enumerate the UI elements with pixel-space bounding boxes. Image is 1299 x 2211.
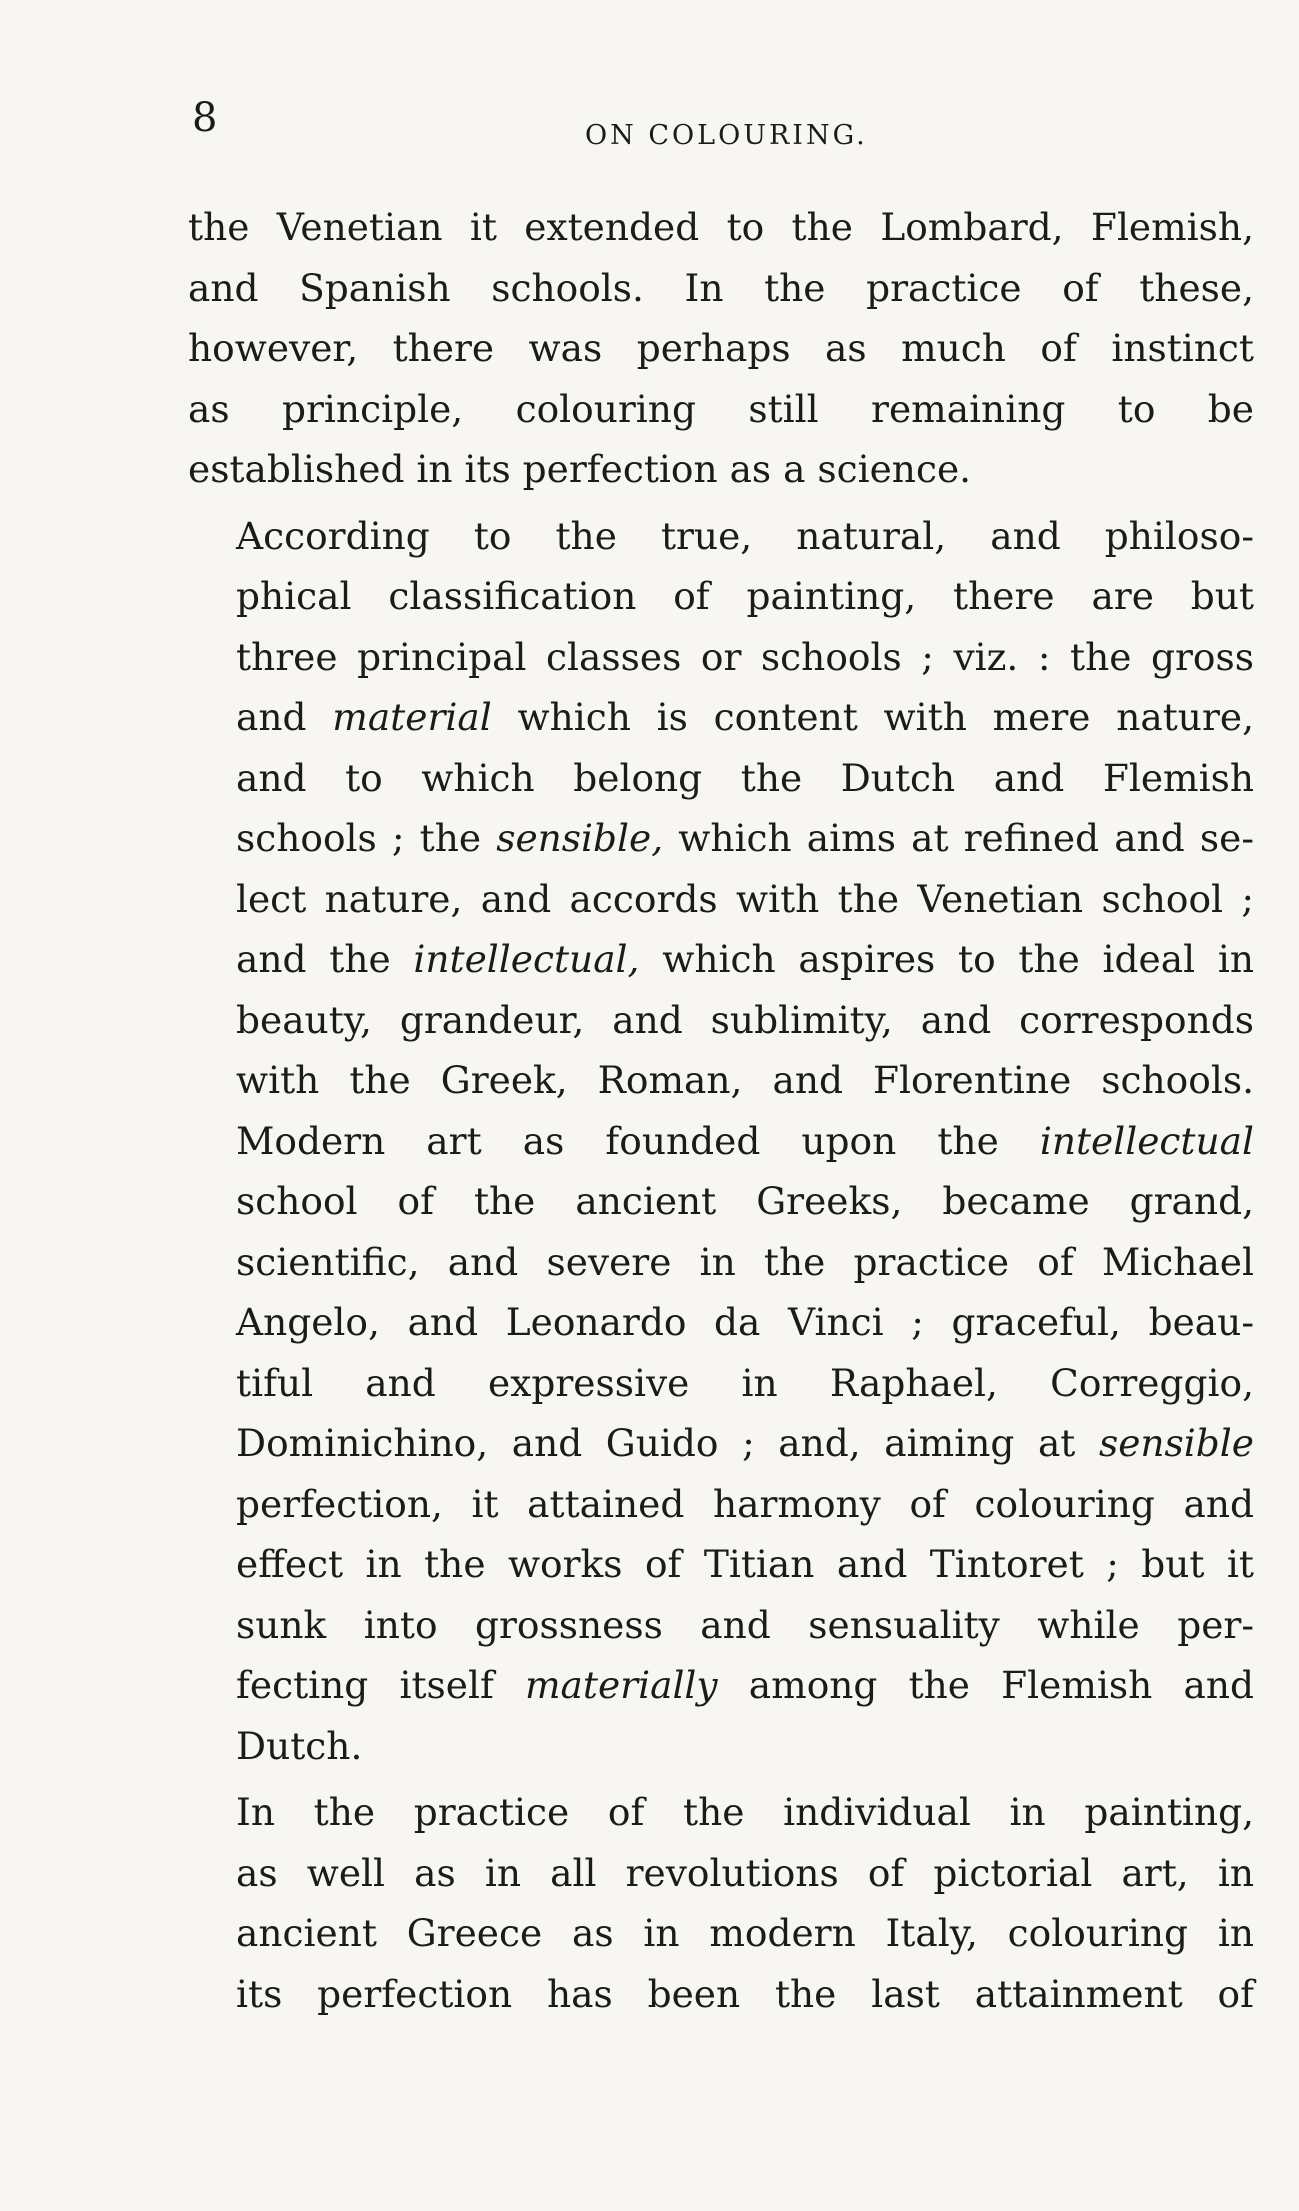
- text-line: as well as in all revolutions of pictorial art, in: [236, 1850, 1254, 1895]
- text-line: Dominichino, and Guido ; and, aiming at sensible: [236, 1421, 1254, 1465]
- text-line: scientific, and severe in the practice of Michael: [236, 1239, 1254, 1284]
- text-line: three principal classes or schools ; viz. : the gross: [236, 634, 1254, 679]
- text-line: established in its perfection as a science.: [188, 447, 972, 491]
- page-number: 8: [192, 95, 218, 141]
- text-line: perfection, it attained harmony of colouring and: [236, 1481, 1254, 1526]
- paragraph-2: [188, 506, 1254, 1777]
- italic-term: materially: [524, 1663, 718, 1707]
- text-line: the Venetian it extended to the Lombard, Flemish,: [188, 205, 1254, 249]
- text-line: sunk into grossness and sensuality while per-: [236, 1602, 1254, 1647]
- text-line: Dutch.: [236, 1723, 363, 1768]
- text-line: In the practice of the individual in painting,: [236, 1790, 1254, 1834]
- text-line: and Spanish schools. In the practice of these,: [188, 265, 1254, 310]
- text-line: and to which belong the Dutch and Flemish: [236, 755, 1254, 800]
- italic-term: material: [332, 695, 492, 739]
- text-line: beauty, grandeur, and sublimity, and corresponds: [236, 997, 1254, 1042]
- text-line: and the intellectual, which aspires to the ideal in: [236, 937, 1254, 981]
- text-line: schools ; the sensible, which aims at refined and se-: [236, 816, 1254, 860]
- text-line: tiful and expressive in Raphael, Correggio,: [236, 1360, 1254, 1405]
- text-line: Modern art as founded upon the intellectual: [236, 1118, 1254, 1163]
- text-line: however, there was perhaps as much of instinct: [188, 326, 1254, 370]
- text-line: phical classification of painting, there are but: [236, 574, 1254, 618]
- text-line: fecting itself materially among the Flemish and: [236, 1663, 1254, 1707]
- italic-term: sensible: [1098, 1421, 1254, 1465]
- running-head: ON COLOURING.: [585, 120, 868, 151]
- paragraph-1: [188, 197, 1254, 500]
- text-line: with the Greek, Roman, and Florentine schools.: [236, 1058, 1254, 1102]
- italic-term: intellectual: [1039, 1118, 1254, 1163]
- paragraph-3: [188, 1782, 1254, 2024]
- italic-term: intellectual,: [413, 937, 640, 981]
- text-line: and material which is content with mere nature,: [236, 695, 1254, 739]
- text-line: as principle, colouring still remaining to be: [188, 386, 1254, 431]
- text-line: lect nature, and accords with the Venetian school ;: [236, 876, 1254, 921]
- text-line: school of the ancient Greeks, became grand,: [236, 1179, 1254, 1223]
- text-line: According to the true, natural, and philoso-: [236, 513, 1254, 558]
- body-text: [188, 197, 1254, 2030]
- text-line: Angelo, and Leonardo da Vinci ; graceful, beau-: [236, 1300, 1254, 1344]
- text-line: ancient Greece as in modern Italy, colouring in: [236, 1911, 1254, 1955]
- italic-term: sensible,: [496, 816, 664, 860]
- text-line: effect in the works of Titian and Tintoret ; but it: [236, 1542, 1254, 1586]
- text-line: its perfection has been the last attainment of: [236, 1971, 1254, 2016]
